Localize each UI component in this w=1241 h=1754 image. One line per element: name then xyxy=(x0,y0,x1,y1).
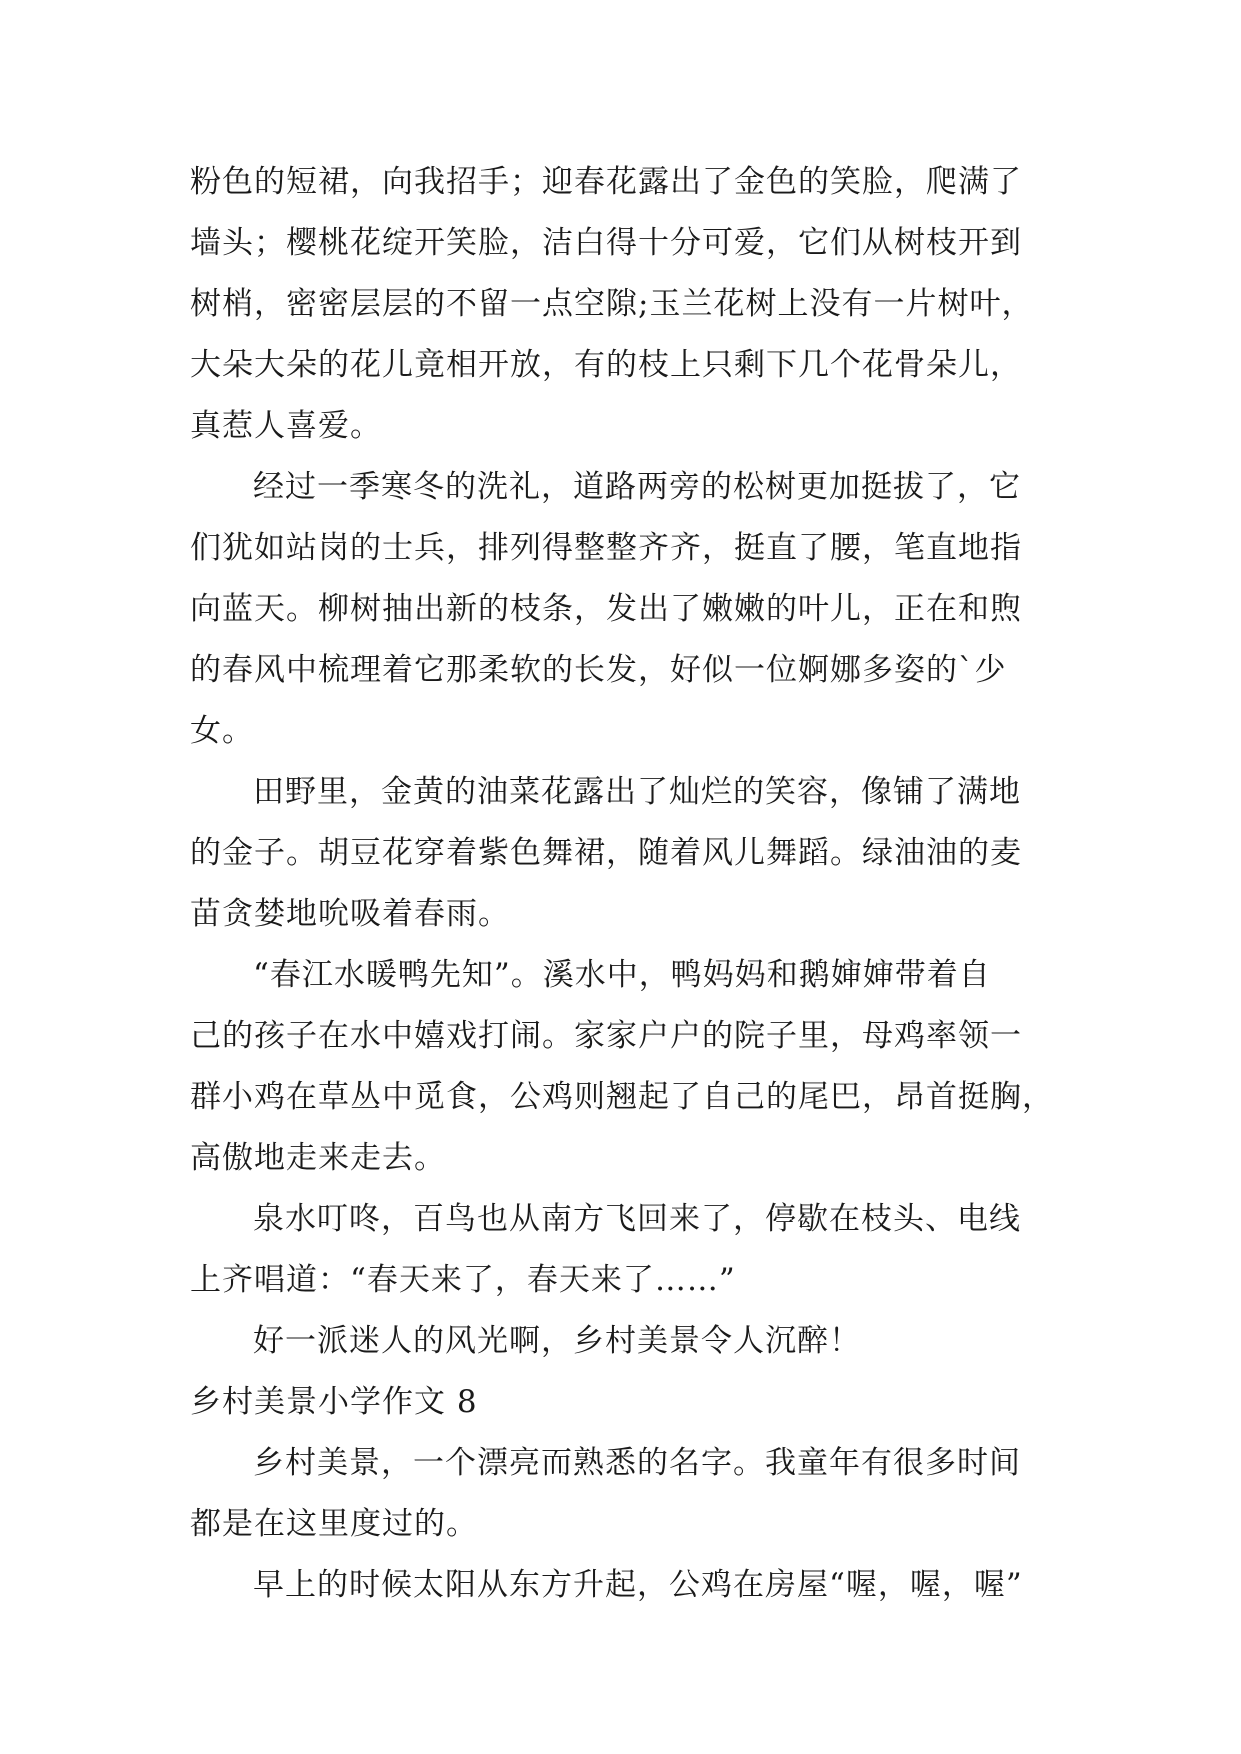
paragraph-spring-flowers xyxy=(190,152,1050,457)
paragraph-intro xyxy=(190,1433,1050,1555)
text-line: 树梢，密密层层的不留一点空隙;玉兰花树上没有一片树叶， xyxy=(190,286,1034,322)
essay-heading: 乡村美景小学作文 8 xyxy=(190,1384,478,1420)
text-line: 的金子。胡豆花穿着紫色舞裙，随着风儿舞蹈。绿油油的麦 xyxy=(190,835,1022,871)
text-line: 泉水叮咚，百鸟也从南方飞回来了，停歇在枝头、电线 xyxy=(253,1201,1021,1237)
document-body xyxy=(190,152,1054,1616)
text-line: 都是在这里度过的。 xyxy=(190,1506,478,1542)
text-line: “春江水暖鸭先知”。溪水中，鸭妈妈和鹅婶婶带着自 xyxy=(253,957,991,993)
paragraph-conclusion xyxy=(190,1311,1050,1372)
text-line: 向蓝天。柳树抽出新的枝条，发出了嫩嫩的叶儿，正在和煦 xyxy=(190,591,1022,627)
text-line: 真惹人喜爱。 xyxy=(190,408,382,444)
text-line: 乡村美景，一个漂亮而熟悉的名字。我童年有很多时间 xyxy=(253,1445,1021,1481)
text-line: 墙头；樱桃花绽开笑脸，洁白得十分可爱，它们从树枝开到 xyxy=(190,225,1022,261)
paragraph-fields xyxy=(190,762,1050,945)
text-line: 上齐唱道：“春天来了，春天来了……” xyxy=(190,1262,736,1298)
text-line: 女。 xyxy=(190,713,254,749)
text-line: 群小鸡在草丛中觅食，公鸡则翘起了自己的尾巴，昂首挺胸， xyxy=(190,1079,1054,1115)
paragraph-trees xyxy=(190,457,1050,762)
text-line: 粉色的短裙，向我招手；迎春花露出了金色的笑脸，爬满了 xyxy=(190,164,1022,200)
text-line: 早上的时候太阳从东方升起，公鸡在房屋“喔，喔，喔” xyxy=(253,1567,1023,1603)
text-line: 的春风中梳理着它那柔软的长发，好似一位婀娜多姿的`少 xyxy=(190,652,1007,688)
paragraph-birds xyxy=(190,1189,1050,1311)
text-line: 大朵大朵的花儿竟相开放，有的枝上只剩下几个花骨朵儿， xyxy=(190,347,1022,383)
text-line: 苗贪婪地吮吸着春雨。 xyxy=(190,896,510,932)
text-line: 高傲地走来走去。 xyxy=(190,1140,446,1176)
paragraph-ducks xyxy=(190,945,1054,1189)
text-line: 好一派迷人的风光啊，乡村美景令人沉醉！ xyxy=(253,1323,861,1359)
text-line: 己的孩子在水中嬉戏打闹。家家户户的院子里，母鸡率领一 xyxy=(190,1018,1022,1054)
text-line: 们犹如站岗的士兵，排列得整整齐齐，挺直了腰，笔直地指 xyxy=(190,530,1022,566)
text-line: 经过一季寒冬的洗礼，道路两旁的松树更加挺拔了，它 xyxy=(253,469,1021,505)
paragraph-morning xyxy=(190,1555,1050,1616)
text-line: 田野里，金黄的油菜花露出了灿烂的笑容，像铺了满地 xyxy=(253,774,1021,810)
